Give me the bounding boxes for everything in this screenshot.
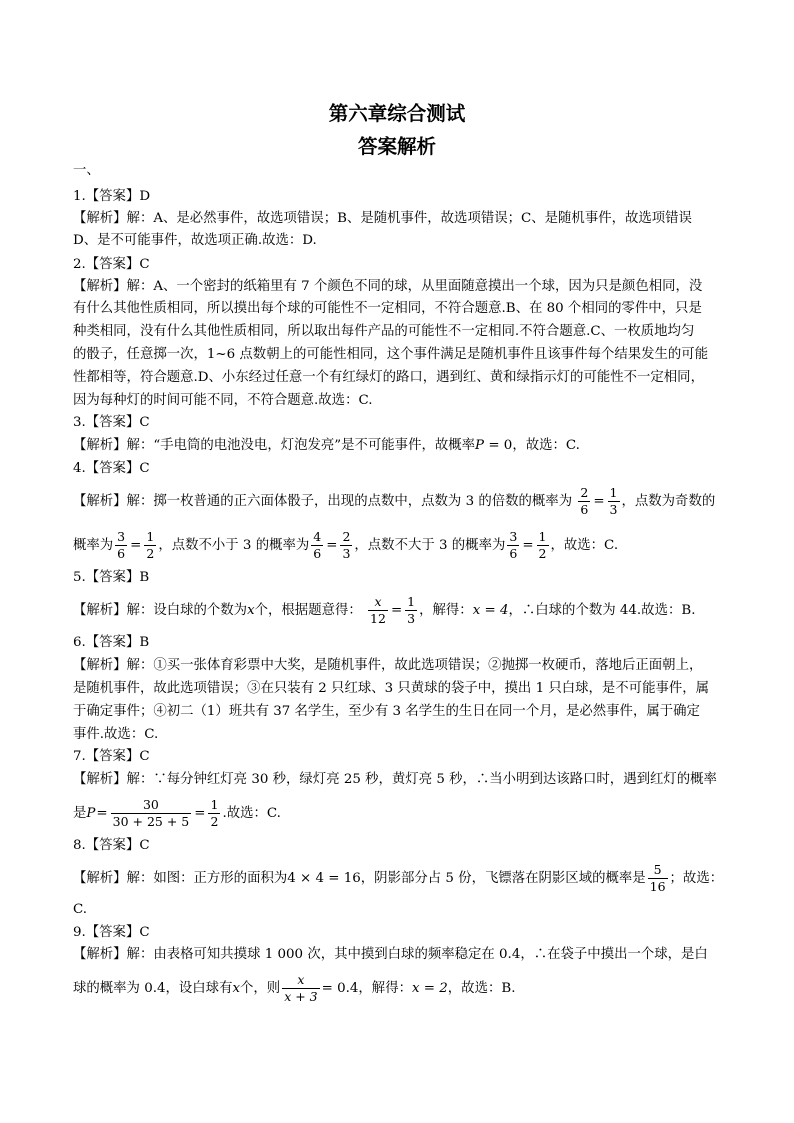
q4-text: ，故选：C. [550, 538, 619, 553]
document-title: 第六章综合测试 [328, 102, 466, 125]
section-heading: 一、 [73, 163, 100, 178]
q9-analysis-line: 【解析】解：由表格可知共摸球 1 000 次，其中摸到白球的频率稳定在 0.4，∴在袋子中摸出一个球，是白 [73, 947, 708, 962]
q8-analysis-line [73, 857, 723, 901]
q6-analysis-line: 【解析】解：①买一张体育彩票中大奖，是随机事件，故此选项错误；②抛掷一枚硬币，落地后正面朝上， [73, 658, 703, 673]
fraction: $\frac{2}{6}$ [580, 484, 589, 517]
q2-analysis-line: 【解析】解：A、一个密封的纸箱里有 7 个颜色不同的球，从里面随意摸出一个球，因为只是颜色相同，没 [73, 279, 703, 294]
q2-answer: 2.【答案】C [73, 257, 150, 272]
q9-math: x = 2 [411, 981, 448, 996]
q4-text: ，点数为奇数的 [621, 494, 716, 509]
q9-text: ，故选：B. [447, 981, 516, 996]
q4-text: 【解析】解：掷一枚普通的正六面体骰子，出现的点数中，点数为 3 的倍数的概率为 [73, 494, 573, 509]
fraction: $\frac{x}{x + 3}$ [284, 971, 318, 1004]
fraction: $\frac{1}{2}$ [210, 796, 219, 829]
q9-text: 个，则 [240, 981, 281, 996]
q5-math: x = 4 [472, 603, 509, 618]
variable-x: x [247, 603, 255, 618]
q5-text: 【解析】解：设白球的个数为 [73, 603, 248, 618]
q9-answer: 9.【答案】C [73, 925, 150, 940]
fraction: $\frac{5}{16}$ [649, 861, 666, 894]
q8-math: 4 × 4 = 16 [287, 871, 361, 886]
q7-analysis-line: 【解析】解：∵每分钟红灯亮 30 秒，绿灯亮 25 秒，黄灯亮 5 秒，∴当小明到达该路口时，遇到红灯的概率 [73, 772, 717, 787]
q8-text: ，阴影部分占 5 份，飞镖落在阴影区域的概率是 [360, 871, 646, 886]
q3-text: 【解析】解：“手电筒的电池没电，灯泡发亮”是不可能事件，故概率 [73, 438, 476, 453]
q7-analysis-line: 是P= $\frac{30}{30 + 25 + 5}$ = $\frac{1}{2}$ .故选：C. [73, 796, 281, 829]
q8-text: ；故选： [669, 871, 724, 886]
q2-analysis-line: 性都相等，符合题意.D、小东经过任意一个有红绿灯的路口，遇到红、黄和绿指示灯的可能性不一定相同， [73, 370, 704, 385]
q3-math: = 0 [488, 438, 513, 453]
document-subtitle: 答案解析 [357, 135, 436, 158]
q8-text: 【解析】解：如图：正方形的面积为 [73, 871, 288, 886]
fraction: $\frac{30}{30 + 25 + 5}$ [112, 796, 190, 829]
q1-analysis-line: 【解析】解：A、是必然事件，故选项错误；B、是随机事件，故选项错误；C、是随机事件，故选项错误 [73, 211, 692, 226]
fraction: $\frac{3}{6}$ [117, 528, 126, 561]
q9-math: = 0.4 [321, 981, 359, 996]
q7-text: .故选：C. [222, 806, 281, 821]
q3-analysis-line [73, 435, 580, 457]
q6-analysis-line: 于确定事件；④初二（1）班共有 37 名学生，至少有 3 名学生的生日在同一个月，是必然事件，属于确定 [73, 704, 700, 719]
fraction: $\frac{1}{3}$ [609, 484, 618, 517]
q2-analysis-line: 有什么其他性质相同，所以摸出每个球的可能性不一定相同，不符合题意.B、在 80 个相同的零件中，只是 [73, 301, 702, 316]
fraction: $\frac{3}{6}$ [509, 528, 518, 561]
q9-text: 球的概率为 0.4，设白球有 [73, 981, 233, 996]
q4-text: ，点数不大于 3 的概率为 [354, 538, 506, 553]
q4-analysis-line: 概率为 $\frac{3}{6}$ = $\frac{1}{2}$ ，点数不小于 3 的概率为 $\frac{4}{6}$ = $\frac{2}{3}$ ，点数不大于 3 的概率为 $\frac{3}{6}$ = $\frac{1}{2}$ ，故选：C. [73, 528, 619, 561]
fraction: $\frac{2}{3}$ [342, 528, 351, 561]
fraction: $\frac{4}{6}$ [313, 528, 322, 561]
probability-symbol: P [86, 806, 96, 821]
q2-analysis-line: 因为每种灯的时间可能不同，不符合题意.故选：C. [73, 393, 373, 408]
q4-text: ，点数不小于 3 的概率为 [158, 538, 310, 553]
q4-answer: 4.【答案】C [73, 461, 150, 476]
q9-analysis-line [73, 967, 515, 1011]
fraction: $\frac{1}{2}$ [538, 528, 547, 561]
q8-answer: 8.【答案】C [73, 838, 150, 853]
q7-answer: 7.【答案】C [73, 749, 150, 764]
probability-symbol: P [475, 438, 485, 453]
q6-answer: 6.【答案】B [73, 635, 150, 650]
q8-analysis-line: C. [73, 902, 88, 917]
fraction: $\frac{1}{2}$ [146, 528, 155, 561]
q5-analysis-line: 【解析】解：设白球的个数为x个，根据题意得： $\frac{x}{12}$ = $\frac{1}{3}$ ，解得：x = 4，∴白球的个数为 44.故选：B. [73, 593, 696, 626]
q2-analysis-line: 种类相同，没有什么其他性质相同，所以取出每件产品的可能性不一定相同.不符合题意.C、一枚质地均匀 [73, 324, 695, 339]
fraction: $\frac{1}{3}$ [407, 593, 416, 626]
q5-text: 个，根据题意得： [254, 603, 362, 618]
q5-text: ，解得： [419, 603, 473, 618]
q1-analysis-line: D、是不可能事件，故选项正确.故选：D. [73, 233, 317, 248]
fraction: $\frac{x}{12}$ [370, 593, 386, 626]
variable-x: x [232, 981, 241, 996]
q6-analysis-line: 是随机事件，故此选项错误；③在只装有 2 只红球、3 只黄球的袋子中，摸出 1 只白球，是不可能事件，属 [73, 681, 710, 696]
q3-text: ，故选：C. [512, 438, 580, 453]
q1-answer: 1.【答案】D [73, 189, 151, 204]
q5-answer: 5.【答案】B [73, 570, 150, 585]
q5-text: ，∴白球的个数为 44.故选：B. [508, 603, 696, 618]
q9-text: ，解得： [358, 981, 412, 996]
q6-analysis-line: 事件.故选：C. [73, 727, 159, 742]
q4-analysis-line: 【解析】解：掷一枚普通的正六面体骰子，出现的点数中，点数为 3 的倍数的概率为 $\frac{2}{6}$ = $\frac{1}{3}$ ，点数为奇数的 [73, 484, 716, 517]
q3-answer: 3.【答案】C [73, 415, 150, 430]
q4-text: 概率为 [73, 538, 114, 553]
q2-analysis-line: 的骰子，任意掷一次，1~6 点数朝上的可能性相同，这个事件满足是随机事件且该事件每个结果发生的可能 [73, 347, 709, 362]
q7-text: 是 [73, 806, 87, 821]
